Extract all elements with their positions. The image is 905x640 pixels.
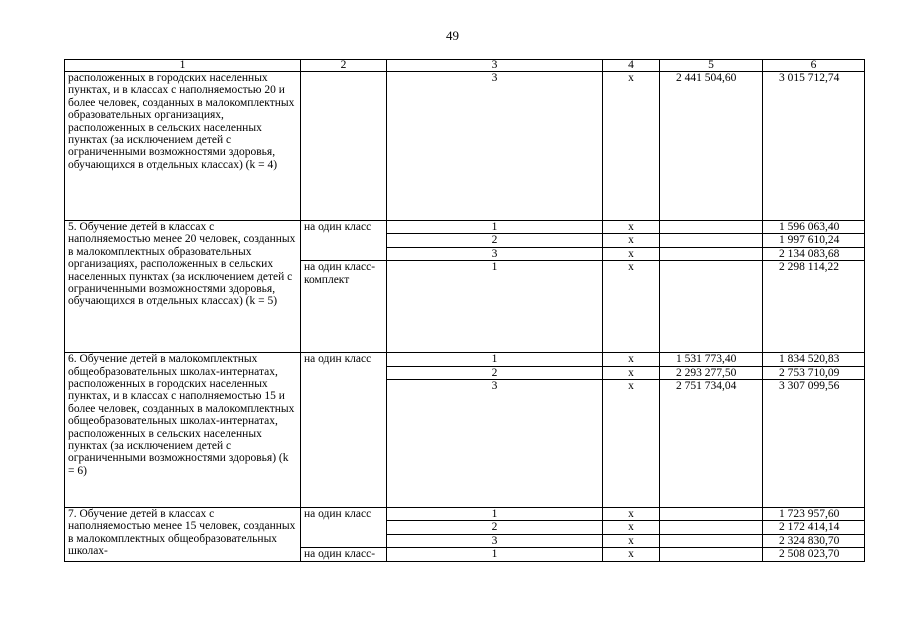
class-level: 3 (387, 380, 603, 508)
col4-value: х (603, 548, 660, 561)
col6-value: 2 508 023,70 (763, 548, 865, 561)
class-level: 1 (387, 261, 603, 353)
col5-value: 2 751 734,04 (660, 380, 763, 508)
col5-value (660, 234, 763, 247)
col5-value (660, 521, 763, 534)
row-unit: на один класс- (301, 548, 387, 561)
col5-value (660, 508, 763, 521)
col6-value: 2 298 114,22 (763, 261, 865, 353)
tariff-table (64, 59, 865, 562)
page-number: 49 (446, 28, 459, 43)
row-description: 5. Обучение детей в классах с наполняемостью менее 20 человек, созданных в малокомплектных образовательных организациях, расположенных в сельских населенных пунктах (за исключением детей с ограниченными возможностями здоровья, обучающихся в отдельных классах) (k = 5) (65, 221, 301, 353)
row-description: расположенных в городских населенных пунктах, и в классах с наполняемостью 20 и более человек, созданных в малокомплектных образовательных организациях, расположенных в сельских населенных пунктах (за исключением детей с ограниченными возможностями здоровья, обучающихся в отдельных классах) (k = 4) (65, 72, 301, 221)
row-description: 7. Обучение детей в классах с наполняемостью менее 15 человек, созданных в малокомплектных общеобразовательных школах- (65, 508, 301, 562)
row-description: 6. Обучение детей в малокомплектных общеобразовательных школах-интернатах, расположенных в городских населенных пунктах, и в классах с наполняемостью 15 и более человек, созданных в малокомплектных общеобразовательных школах-интернатах, расположенных в сельских населенных пунктах (за исключением детей с ограниченными возможностями здоровья) (k = 6) (65, 353, 301, 508)
row-unit: на один класс (301, 221, 387, 261)
column-header: 1 (65, 60, 301, 72)
col6-value: 2 134 083,68 (763, 247, 865, 260)
col4-value: х (603, 72, 660, 221)
class-level: 1 (387, 221, 603, 234)
col6-value: 1 997 610,24 (763, 234, 865, 247)
class-level: 2 (387, 234, 603, 247)
col6-value: 3 307 099,56 (763, 380, 865, 508)
col4-value: х (603, 508, 660, 521)
row-unit: на один класс (301, 353, 387, 508)
row-unit: на один класс (301, 508, 387, 548)
col4-value: х (603, 247, 660, 260)
col4-value: х (603, 221, 660, 234)
col5-value: 1 531 773,40 (660, 353, 763, 366)
row-unit: на один класс-комплект (301, 261, 387, 353)
col4-value: х (603, 366, 660, 379)
class-level: 1 (387, 548, 603, 561)
col5-value (660, 247, 763, 260)
col6-value: 1 723 957,60 (763, 508, 865, 521)
col5-value: 2 441 504,60 (660, 72, 763, 221)
col4-value: х (603, 234, 660, 247)
col6-value: 3 015 712,74 (763, 72, 865, 221)
col4-value: х (603, 534, 660, 547)
col6-value: 2 753 710,09 (763, 366, 865, 379)
class-level: 2 (387, 521, 603, 534)
col6-value: 2 172 414,14 (763, 521, 865, 534)
column-header: 6 (763, 60, 865, 72)
col4-value: х (603, 353, 660, 366)
class-level: 1 (387, 353, 603, 366)
class-level: 3 (387, 72, 603, 221)
column-header: 5 (660, 60, 763, 72)
col6-value: 1 834 520,83 (763, 353, 865, 366)
column-header: 4 (603, 60, 660, 72)
class-level: 3 (387, 247, 603, 260)
col5-value (660, 261, 763, 353)
row-unit (301, 72, 387, 221)
col4-value: х (603, 521, 660, 534)
table-row (65, 221, 865, 234)
class-level: 2 (387, 366, 603, 379)
col4-value: х (603, 261, 660, 353)
col6-value: 2 324 830,70 (763, 534, 865, 547)
column-header: 3 (387, 60, 603, 72)
class-level: 3 (387, 534, 603, 547)
table-row (65, 508, 865, 521)
col5-value (660, 221, 763, 234)
table-row (65, 353, 865, 366)
col5-value (660, 534, 763, 547)
column-header: 2 (301, 60, 387, 72)
table-header-row (65, 60, 865, 72)
col4-value: х (603, 380, 660, 508)
col5-value (660, 548, 763, 561)
class-level: 1 (387, 508, 603, 521)
table-row (65, 72, 865, 221)
col5-value: 2 293 277,50 (660, 366, 763, 379)
col6-value: 1 596 063,40 (763, 221, 865, 234)
